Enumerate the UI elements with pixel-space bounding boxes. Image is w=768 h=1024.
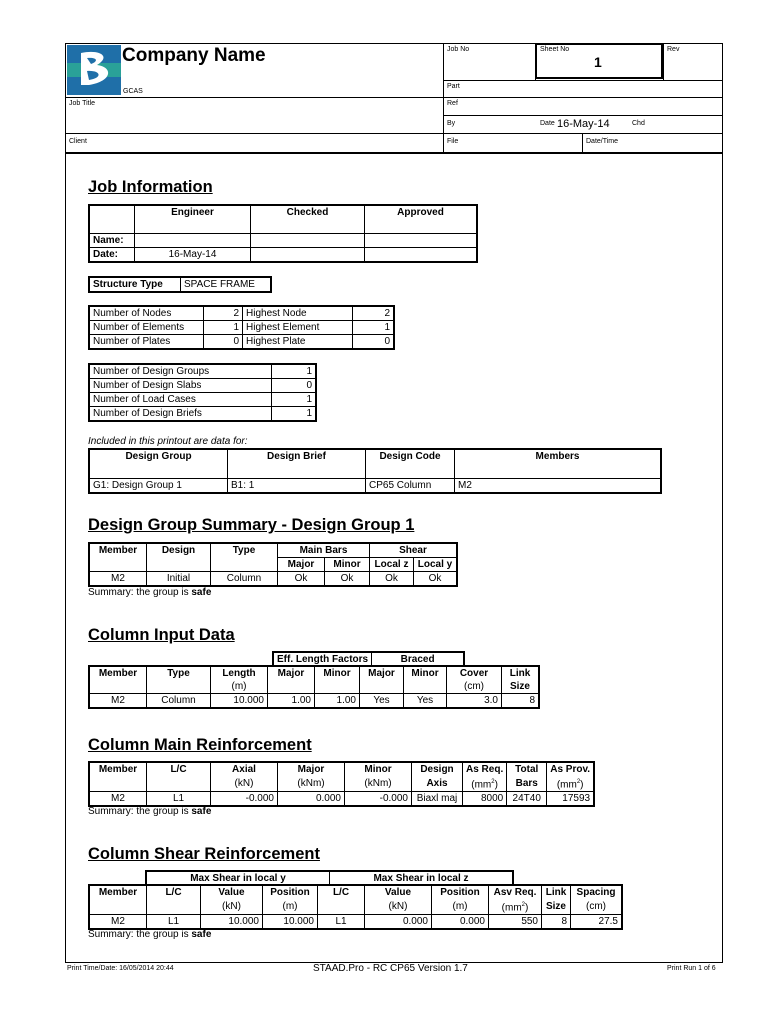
footer-print-run: Print Run 1 of 6 xyxy=(667,965,716,972)
client-label: Client xyxy=(69,138,87,145)
table-row: M2 Column 10.000 1.00 1.00 Yes Yes 3.0 8 xyxy=(89,694,539,709)
structure-type-label: Structure Type xyxy=(89,277,181,292)
shear-reinforcement-title: Column Shear Reinforcement xyxy=(88,845,320,863)
summary-note: Summary: the group is safe xyxy=(88,587,212,598)
structure-type-table xyxy=(88,276,272,293)
included-note: Included in this printout are data for: xyxy=(88,436,248,447)
members-header: Members xyxy=(455,449,662,479)
ref-label: Ref xyxy=(447,100,458,107)
date-label: Date xyxy=(540,120,555,127)
rev-label: Rev xyxy=(667,46,680,53)
structure-type-value: SPACE FRAME xyxy=(181,277,272,292)
table-row: Number of Design Groups 1 xyxy=(89,364,316,379)
company-logo xyxy=(67,45,121,95)
table-row: Number of Plates 0 Highest Plate 0 xyxy=(89,335,394,350)
design-group-summary-title: Design Group Summary - Design Group 1 xyxy=(88,516,415,534)
company-name: Company Name xyxy=(122,45,266,66)
table-row: M2 Initial Column Ok Ok Ok Ok xyxy=(89,572,457,587)
table-row: M2 L1 -0.000 0.000 -0.000 Biaxl maj 8000 24T40 17593 xyxy=(89,792,594,807)
job-information-title: Job Information xyxy=(88,178,213,196)
job-info-table xyxy=(88,204,478,263)
job-no-label: Job No xyxy=(447,46,470,53)
main-reinforcement-title: Column Main Reinforcement xyxy=(88,736,312,754)
engineer-date: 16-May-14 xyxy=(135,248,251,263)
name-label: Name: xyxy=(89,234,135,248)
included-table xyxy=(88,448,662,494)
design-group-header: Design Group xyxy=(89,449,228,479)
file-label: File xyxy=(447,138,459,145)
main-reinf-note: Summary: the group is safe xyxy=(88,806,212,817)
shear-reinf-note: Summary: the group is safe xyxy=(88,929,212,940)
table-row: Number of Nodes 2 Highest Node 2 xyxy=(89,306,394,321)
part-label: Part xyxy=(447,83,460,90)
job-title-label: Job Title xyxy=(69,100,96,107)
table-row: M2 L1 10.000 10.000 L1 0.000 0.000 550 8 27.5 xyxy=(89,915,622,930)
engineer-header: Engineer xyxy=(135,205,251,234)
date-value: 16-May-14 xyxy=(557,118,610,130)
shear-top-header: Max Shear in local y Max Shear in local z xyxy=(145,870,514,885)
table-row: Number of Design Slabs 0 xyxy=(89,379,316,393)
date-row-label: Date: xyxy=(89,248,135,263)
datetime-label: Date/Time xyxy=(586,138,619,145)
table-row: Number of Elements 1 Highest Element 1 xyxy=(89,321,394,335)
sheet-no-label: Sheet No xyxy=(540,46,570,53)
table-row: Number of Load Cases 1 xyxy=(89,393,316,407)
column-input-table: Member Type Length Major Minor Major Minor Cover Link (m) (cm) Size M2 Column 10.000 1.00 1.00 Yes Yes 3.0 8 xyxy=(88,665,540,709)
table-row: G1: Design Group 1 B1: 1 CP65 Column M2 xyxy=(89,479,661,494)
design-brief-header: Design Brief xyxy=(228,449,366,479)
chd-label: Chd xyxy=(632,120,645,127)
footer-program: STAAD.Pro - RC CP65 Version 1.7 xyxy=(313,963,468,974)
table-row: Number of Design Briefs 1 xyxy=(89,407,316,422)
company-sub: GCAS xyxy=(123,88,143,95)
design-code-header: Design Code xyxy=(366,449,455,479)
design-counts-table xyxy=(88,363,317,422)
column-input-top-header: Eff. Length Factors Braced xyxy=(272,651,465,666)
summary-table: Member Design Type Main Bars Shear Major Minor Local z Local y M2 Initial Column Ok Ok Ok Ok xyxy=(88,542,458,587)
main-reinforcement-table: Member L/C Axial Major Minor Design As Req. Total As Prov. (kN) (kNm) (kNm) Axis $(mm^2)$ Bars $(mm^2)$ M2 L1 -0.000 0.000 -0.000 Biaxl maj 8000 24T40 17593 xyxy=(88,761,595,807)
approved-header: Approved xyxy=(365,205,478,234)
column-input-title: Column Input Data xyxy=(88,626,235,644)
footer-print-time: Print Time/Date: 16/05/2014 20:44 xyxy=(67,965,174,972)
by-label: By xyxy=(447,120,456,127)
sheet-no-value: 1 xyxy=(594,54,602,70)
node-counts-table xyxy=(88,305,395,350)
checked-header: Checked xyxy=(251,205,365,234)
shear-reinforcement-table: Member L/C Value Position L/C Value Position Asv Req. Link Spacing (kN) (m) (kN) (m) $(mm^2)$ Size (cm) M2 L1 10.000 10.000 L1 0.000 0.000 550 8 27.5 xyxy=(88,884,623,930)
